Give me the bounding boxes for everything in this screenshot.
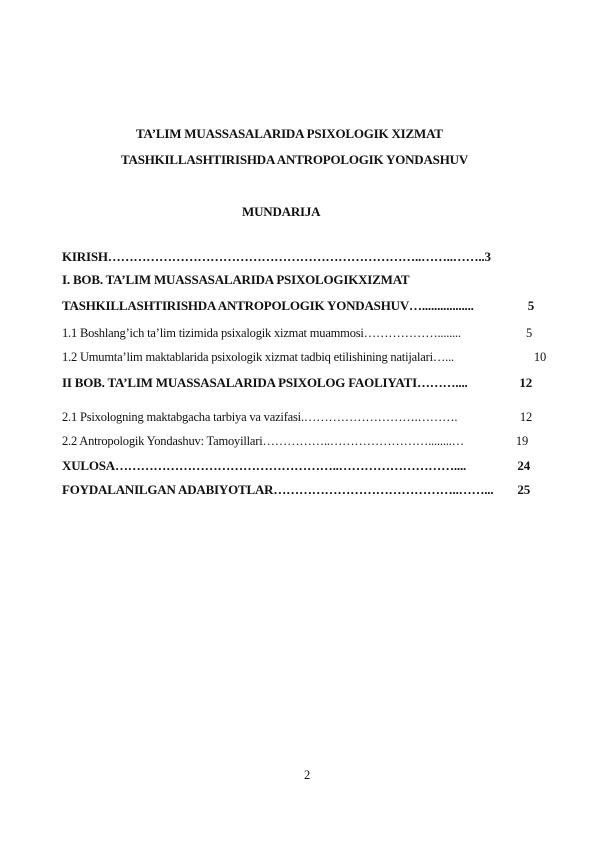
toc-entry-foydalanilgan-adabiyotlar[interactable] — [62, 482, 530, 498]
toc-section-2-1[interactable] — [62, 410, 532, 425]
toc-entry-leader: ……………………….………. — [303, 410, 458, 424]
toc-entry-leader: …................. — [409, 298, 474, 313]
contents-heading: MUNDARIJA — [242, 204, 321, 219]
toc-entry-label: 1.1 Boshlang’ich ta’lim tizimida psixalogik xizmat muammosi — [62, 326, 364, 340]
toc-section-2-2[interactable] — [62, 434, 528, 449]
page-number: 2 — [304, 768, 311, 782]
toc-entry-leader: ……………………………………………..……………………….... — [114, 458, 467, 473]
toc-entry-label: 2.1 Psixologning maktabgacha tarbiya va vazifasi. — [62, 410, 304, 424]
toc-entry-leader: ………………........ — [363, 326, 461, 340]
toc-entry-page: 19 — [515, 434, 528, 448]
toc-entry-leader: ……………………………………..……... — [273, 482, 494, 497]
toc-entry-page: 5 — [527, 298, 534, 313]
toc-entry-leader: ……….... — [416, 375, 468, 390]
toc-entry-xulosa[interactable] — [62, 458, 530, 474]
toc-entry-page: 25 — [517, 482, 530, 497]
document-title-line-1: TA’LIM MUASSASALARIDA PSIXOLOGIK XIZMAT — [136, 126, 443, 141]
toc-entry-label: 1.2 Umumta’lim maktablarida psixologik xizmat tadbiq etilishining natijalari — [62, 350, 433, 364]
toc-chapter-2[interactable] — [62, 375, 532, 391]
toc-entry-label: 2.2 Antropologik Yondashuv: Tamoyillari — [62, 434, 263, 448]
toc-chapter-1-title[interactable]: I. BOB. TA’LIM MUASSASALARIDA PSIXOLOGIKXIZMAT — [62, 272, 410, 287]
toc-entry-label: XULOSA — [62, 458, 115, 473]
toc-section-1-1[interactable] — [62, 326, 532, 341]
document-title-line-2: TASHKILLASHTIRISHDA ANTROPOLOGIK YONDASHUV — [121, 152, 469, 167]
toc-entry-page: 12 — [519, 410, 532, 424]
toc-entry-page: 5 — [525, 326, 532, 340]
toc-section-1-2[interactable] — [62, 350, 546, 365]
toc-entry-page: 24 — [517, 458, 530, 473]
toc-entry-page: 12 — [519, 375, 532, 390]
toc-entry-leader: ………………………………………………………………..……..……..3 — [107, 249, 491, 264]
toc-entry-label: II BOB. TA’LIM MUASSASALARIDA PSIXOLOG FAOLIYATI — [62, 375, 417, 390]
toc-entry-label: KIRISH — [62, 249, 108, 264]
toc-entry-page: 10 — [533, 350, 546, 364]
toc-entry-label: TASHKILLASHTIRISHDA ANTROPOLOGIK YONDASHUV — [62, 298, 410, 313]
toc-entry-leader: ……………..……………………........… — [262, 434, 464, 448]
toc-chapter-1-title-continued[interactable] — [62, 298, 534, 314]
toc-entry-kirish[interactable] — [62, 249, 542, 265]
toc-entry-label: FOYDALANILGAN ADABIYOTLAR — [62, 482, 274, 497]
toc-entry-leader: …... — [432, 350, 454, 364]
